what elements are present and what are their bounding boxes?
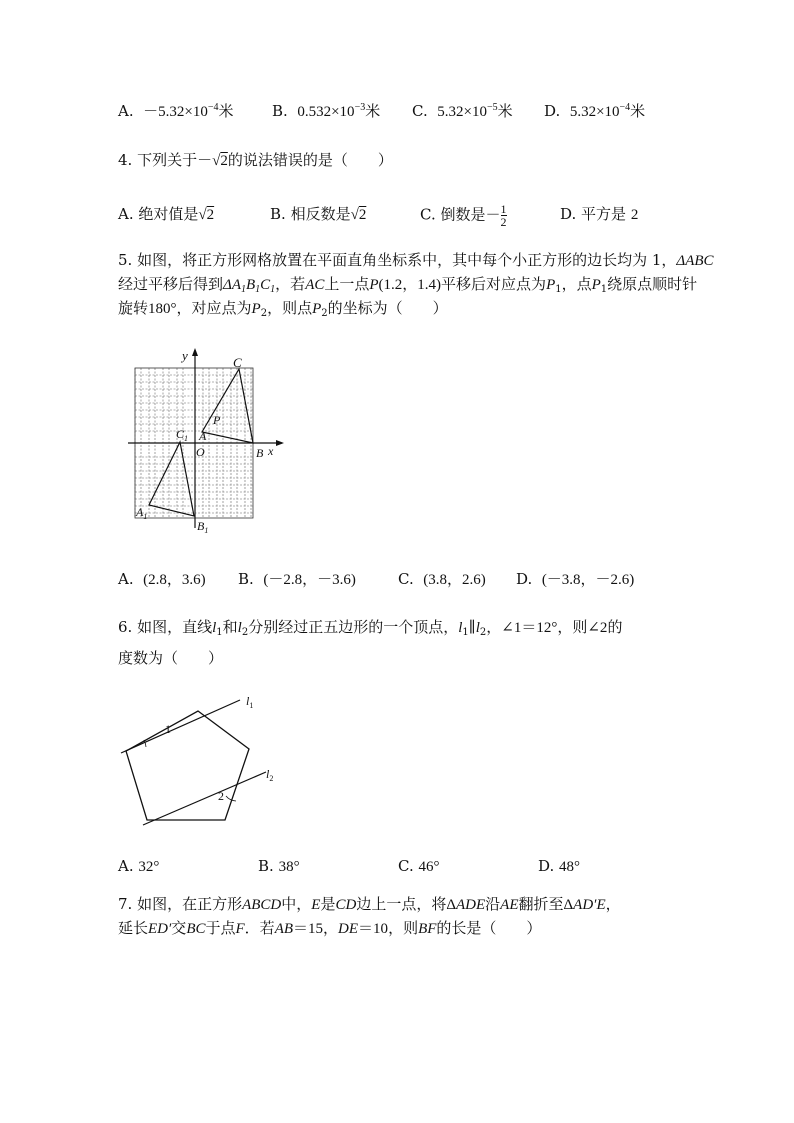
label-a: A — [199, 429, 207, 443]
line-l1 — [121, 700, 240, 753]
q4-stem — [118, 150, 393, 171]
q5-line3: 旋转180°，对应点为$P_2$，则点$P_2$的坐标为（ ） — [118, 299, 448, 319]
q7-line1: 7. 如图，在正方形ABCD中，E是CD边上一点，将ΔADE沿AE翻折至ΔAD′E， — [118, 895, 621, 913]
q6-pentagon-figure — [118, 690, 288, 830]
label-x: x — [268, 444, 274, 458]
q6-line2: 度数为（ ） — [118, 649, 224, 667]
label-b: B — [256, 446, 264, 460]
q5-grid-figure — [128, 342, 288, 538]
question-number: 4. — [118, 151, 133, 169]
label-p: P — [213, 413, 221, 427]
q5-line2: 经过平移后得到$\Delta A_1B_1C_1$，若AC上一点P(1.2，1.4)平移后对应点为$P_1$，点$P_1$绕原点顺时针 — [118, 275, 698, 295]
q6-line1: 6. 如图，直线$l_1$和$l_2$分别经过正五边形的一个顶点，$l_1\parallel l_2$，∠1＝12°，则∠2的 — [118, 618, 623, 638]
pentagon — [126, 711, 249, 820]
label-angle-1: 1 — [165, 722, 171, 736]
q3-option-b: B. $0.532\times 10^{-3}$米 — [272, 102, 381, 120]
q5-line1: 5. 如图，将正方形网格放置在平面直角坐标系中，其中每个小正方形的边长均为 1，ΔABC — [118, 251, 714, 269]
label-o: O — [196, 445, 205, 459]
q7-line2: 延长ED′交BC于点F．若AB＝15，DE＝10，则BF的长是（ ） — [118, 919, 542, 937]
q4-option-a: A. 绝对值是√2 — [118, 205, 215, 223]
label-c1: $C_1$ — [176, 427, 189, 443]
q3-option-d: D. $5.32\times 10^{-4}$米 — [544, 102, 646, 120]
label-angle-2: 2 — [218, 789, 224, 803]
neg-sqrt2: －√2 — [197, 153, 228, 169]
q4-option-d: D. 平方是 2 — [560, 205, 639, 223]
q6-option-c: C. 46° — [398, 857, 440, 875]
q5-option-b: B. (－2.8，－3.6) — [238, 570, 356, 588]
q5-option-a: A. (2.8，3.6) — [118, 570, 206, 588]
label-c: C — [233, 355, 242, 370]
q6-option-d: D. 48° — [538, 857, 581, 875]
label-b1: $B_1$ — [197, 519, 209, 535]
q6-option-a: A. 32° — [118, 857, 160, 875]
q4-option-b: B. 相反数是√2 — [270, 205, 367, 223]
line-l2 — [143, 772, 266, 825]
label-l2: $l_2$ — [266, 767, 274, 783]
q3-option-c: C. $5.32\times 10^{-5}$米 — [412, 102, 513, 120]
q3-option-a: A. $-5.32\times 10^{-4}$米 — [118, 102, 234, 120]
q5-option-c: C. (3.8，2.6) — [398, 570, 486, 588]
q4-option-c: C. 倒数是－ $\frac{1}{2}$ — [420, 202, 507, 229]
triangle-a1b1c1 — [149, 442, 194, 516]
triangle-abc — [202, 369, 253, 443]
q5-option-d: D. (－3.8，－2.6) — [516, 570, 635, 588]
q4-text-a: 下列关于 — [137, 151, 198, 169]
q6-option-b: B. 38° — [258, 857, 300, 875]
label-a1: $A_1$ — [136, 505, 148, 521]
label-y: y — [182, 348, 188, 363]
q4-text-b: 的说法错误的是（ ） — [227, 151, 393, 169]
label-l1: $l_1$ — [246, 694, 254, 710]
